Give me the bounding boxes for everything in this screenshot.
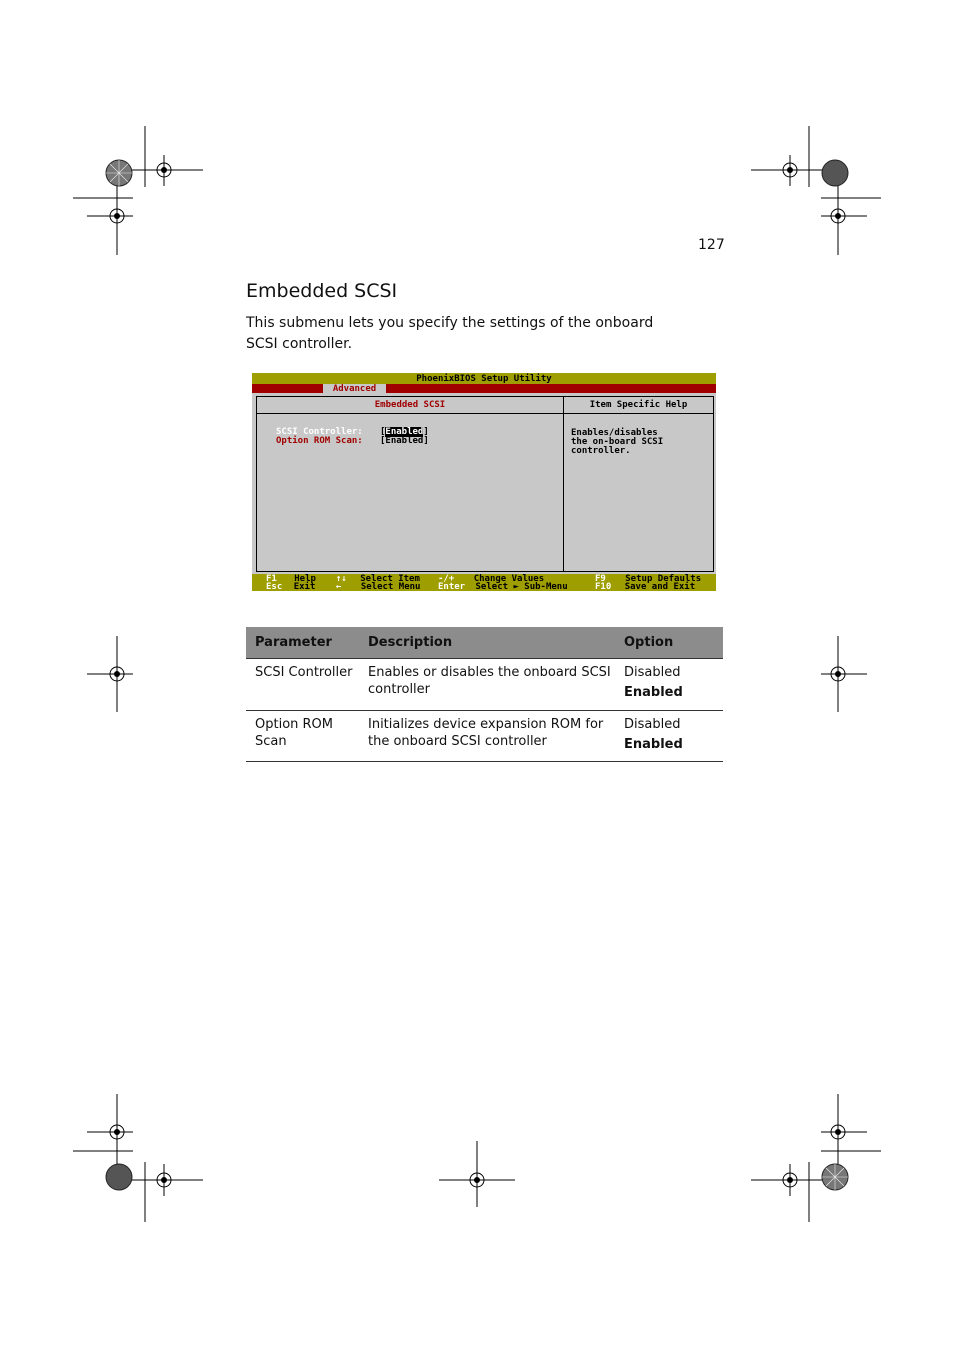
header-option: Option: [615, 627, 723, 659]
footer-key-save-exit: F10 Save and Exit: [595, 582, 696, 592]
footer-key-help: F1 Help: [266, 574, 316, 584]
bios-menu-bar: [252, 384, 716, 393]
option-cell: [615, 659, 723, 711]
header-description: Description: [359, 627, 615, 659]
bios-settings-panel: [257, 397, 564, 571]
option-cell: [615, 711, 723, 762]
option-default: Enabled: [624, 685, 683, 700]
table-row: [246, 711, 723, 762]
bios-frame: [256, 396, 714, 572]
bios-item-label: Option ROM Scan:: [276, 436, 363, 446]
bios-tab-advanced[interactable]: Advanced: [323, 384, 386, 393]
table-header-row: [246, 627, 723, 659]
description-cell: Initializes device expansion ROM for the onboard SCSI controller: [359, 711, 615, 762]
bios-item-option-rom-scan[interactable]: Option ROM Scan: [Enabled]: [276, 436, 429, 446]
bios-item-value[interactable]: Enabled: [385, 436, 424, 446]
bios-screenshot: [252, 373, 716, 591]
option-value: Disabled: [624, 717, 681, 732]
bios-item-scsi-controller[interactable]: SCSI Controller: [Enabled]: [276, 427, 429, 437]
footer-key-select-menu: ← Select Menu: [336, 582, 421, 592]
option-default: Enabled: [624, 737, 683, 752]
page-number: 127: [698, 237, 725, 253]
footer-key-exit: Esc Exit: [266, 582, 316, 592]
section-intro: This submenu lets you specify the settings of the onboard SCSI controller.: [246, 315, 654, 352]
footer-key-sub-menu: Enter Select ► Sub-Menu: [438, 582, 568, 592]
footer-key-setup-defaults: F9 Setup Defaults: [595, 574, 702, 584]
option-value: Disabled: [624, 665, 681, 680]
bios-help-title: Item Specific Help: [564, 397, 713, 414]
header-parameter: Parameter: [246, 627, 359, 659]
parameter-table: [246, 627, 723, 762]
parameter-cell: SCSI Controller: [246, 659, 359, 711]
bios-help-text: Enables/disables the on-board SCSI controller.: [571, 428, 664, 456]
parameter-cell: Option ROM Scan: [246, 711, 359, 762]
bios-footer: [252, 574, 716, 591]
section-title: Embedded SCSI: [246, 280, 398, 302]
bios-panel-title: Embedded SCSI: [257, 397, 563, 414]
bios-item-label: SCSI Controller:: [276, 427, 363, 437]
description-cell: Enables or disables the onboard SCSI controller: [359, 659, 615, 711]
bios-title-bar: PhoenixBIOS Setup Utility: [252, 373, 716, 384]
footer-key-select-item: ↑↓ Select Item: [336, 574, 420, 584]
bios-item-value[interactable]: Enabled: [385, 427, 424, 437]
footer-key-change-values: -/+ Change Values: [438, 574, 545, 584]
table-row: [246, 659, 723, 711]
